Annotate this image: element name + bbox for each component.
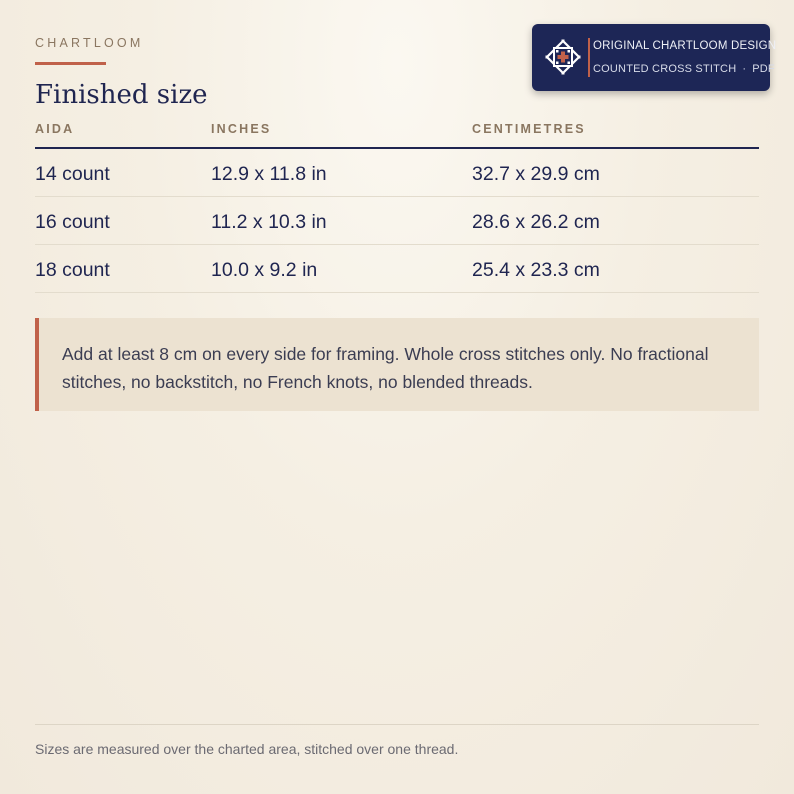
size-table <box>35 122 759 293</box>
badge-separator-dot: · <box>742 63 747 75</box>
cell-centimetres: 32.7 x 29.9 cm <box>472 163 600 185</box>
badge-title: ORIGINAL CHARTLOOM DESIGN <box>593 40 777 52</box>
cell-inches: 12.9 x 11.8 in <box>211 163 327 185</box>
badge-format-file: PDF <box>752 63 775 75</box>
table-row <box>35 149 759 197</box>
framing-note <box>35 318 759 411</box>
badge-divider <box>588 38 590 77</box>
framing-note-text: Add at least 8 cm on every side for framing. Whole cross stitches only. No fractional stitches, no backstitch, no French knots, no blended threads. <box>62 344 709 392</box>
cell-centimetres: 25.4 x 23.3 cm <box>472 259 600 281</box>
design-badge <box>532 24 777 91</box>
header-aida: AIDA <box>35 122 75 136</box>
header-centimetres: CENTIMETRES <box>472 122 586 136</box>
header-inches: INCHES <box>211 122 272 136</box>
brand-underline <box>35 62 106 65</box>
page-title: Finished size <box>35 80 208 110</box>
table-row <box>35 197 759 245</box>
badge-subtitle <box>593 63 775 75</box>
brand-name: CHARTLOOM <box>35 36 144 50</box>
cell-inches: 10.0 x 9.2 in <box>211 259 318 281</box>
cell-aida: 14 count <box>35 163 110 185</box>
badge-format-type: COUNTED CROSS STITCH <box>593 63 737 75</box>
cell-aida: 18 count <box>35 259 110 281</box>
table-row <box>35 245 759 293</box>
footer-divider <box>35 724 759 725</box>
cell-centimetres: 28.6 x 26.2 cm <box>472 211 600 233</box>
footer-note: Sizes are measured over the charted area, stitched over one thread. <box>35 741 459 757</box>
cross-stitch-motif-icon <box>545 39 581 75</box>
table-header <box>35 122 759 149</box>
cell-aida: 16 count <box>35 211 110 233</box>
cell-inches: 11.2 x 10.3 in <box>211 211 327 233</box>
